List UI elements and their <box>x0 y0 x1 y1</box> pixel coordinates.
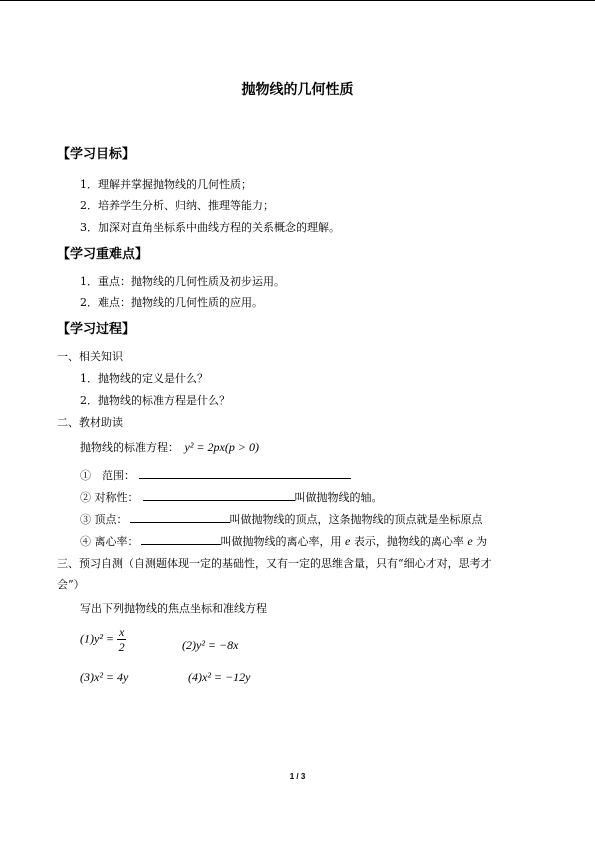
part3-heading-cont: 会”） <box>57 578 85 591</box>
goal-item: 2．培养学生分析、归纳、推理等能力； <box>80 199 274 212</box>
eccentricity-line <box>80 533 487 549</box>
q1-denominator: 2 <box>118 640 125 654</box>
vertex-tail: 叫做抛物线的顶点，这条抛物线的顶点就是坐标原点 <box>229 513 483 526</box>
vertex-label: ③ 顶点： <box>80 513 128 526</box>
eccentricity-var: e <box>467 534 473 548</box>
part3-heading: 三、预习自测（自测题体现一定的基础性，又有一定的思维含量，只有“细心才对，思考才 <box>57 557 492 570</box>
question-4: (4)x² = −12y <box>188 670 251 684</box>
symmetry-tail: 叫做抛物线的轴。 <box>294 491 383 504</box>
page-number: 1 / 3 <box>289 772 306 781</box>
goal-item: 3．加深对直角坐标系中曲线方程的关系概念的理解。 <box>80 221 340 234</box>
std-equation-line <box>80 439 259 455</box>
symmetry-label: ② 对称性： <box>80 491 139 504</box>
question-3: (3)x² = 4y <box>80 670 129 684</box>
range-line <box>80 467 351 483</box>
std-equation-label: 抛物线的标准方程： <box>80 441 179 454</box>
section-process-heading: 【学习过程】 <box>57 322 136 337</box>
eccentricity-tail-a: 叫做抛物线的离心率，用 <box>220 535 342 548</box>
q1-numerator: x <box>119 625 125 639</box>
question-1 <box>80 625 126 654</box>
eccentricity-var: e <box>345 534 351 548</box>
range-label: ① 范围： <box>80 469 135 482</box>
goal-item: 1．理解并掌握抛物线的几何性质； <box>80 178 252 191</box>
keypoint-item: 2．难点：抛物线的几何性质的应用。 <box>80 296 263 309</box>
top-rule <box>0 0 595 1</box>
keypoint-item: 1．重点：抛物线的几何性质及初步运用。 <box>80 275 285 288</box>
section-keypoints-heading: 【学习重难点】 <box>57 247 149 262</box>
q1-lhs: (1)y² = <box>80 631 118 646</box>
part1-item: 2．抛物线的标准方程是什么？ <box>80 394 230 407</box>
vertex-line <box>80 511 483 527</box>
eccentricity-tail-b: 表示，抛物线的离心率 <box>353 535 464 548</box>
part1-item: 1．抛物线的定义是什么？ <box>80 372 208 385</box>
vertex-blank[interactable] <box>130 511 230 523</box>
part1-heading: 一、相关知识 <box>57 350 123 363</box>
part3-instruction: 写出下列抛物线的焦点坐标和准线方程 <box>80 602 267 615</box>
range-blank[interactable] <box>139 467 351 479</box>
symmetry-line <box>80 489 383 505</box>
eccentricity-tail-c: 为 <box>476 535 488 548</box>
eccentricity-label: ④ 离心率： <box>80 535 139 548</box>
page-title: 抛物线的几何性质 <box>241 82 354 98</box>
q1-fraction <box>117 625 126 654</box>
eccentricity-blank[interactable] <box>141 533 221 545</box>
part2-heading: 二、教材助读 <box>57 416 123 429</box>
question-2: (2)y² = −8x <box>182 638 239 652</box>
section-goals-heading: 【学习目标】 <box>57 147 136 162</box>
std-equation: y² = 2px(p > 0) <box>184 440 259 454</box>
symmetry-blank[interactable] <box>143 489 295 501</box>
